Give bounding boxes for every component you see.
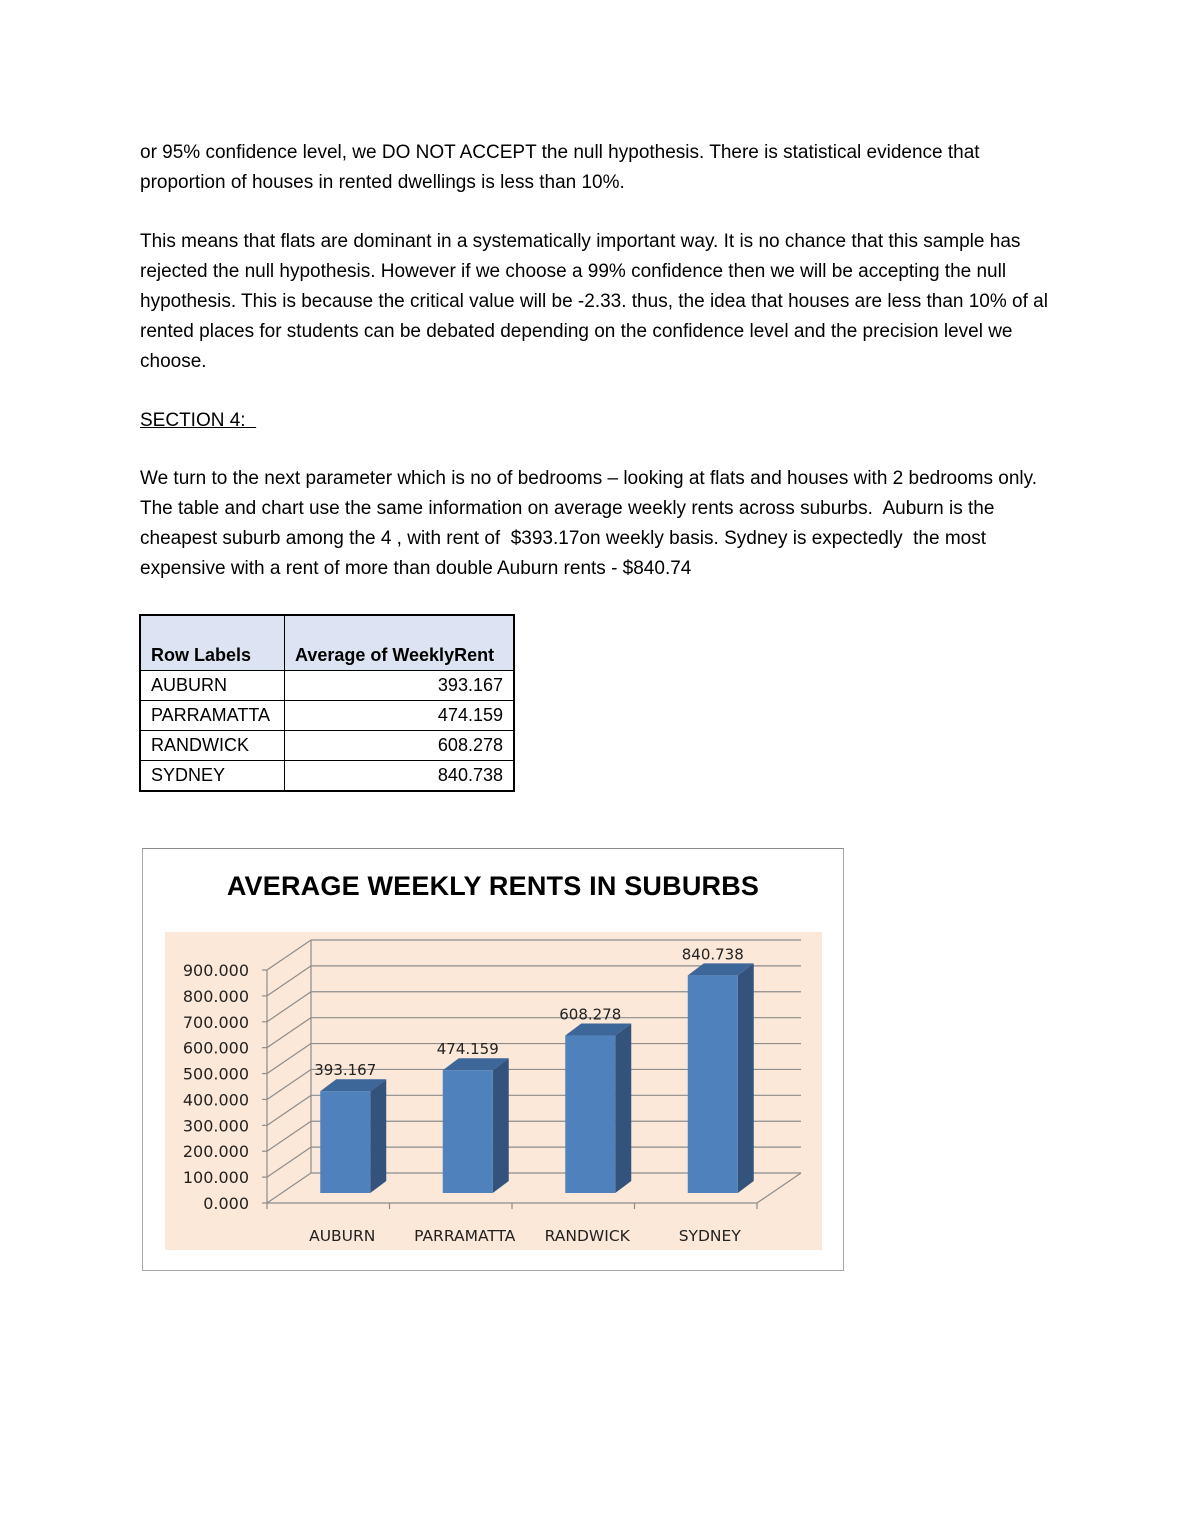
x-tick-label: AUBURN (309, 1227, 376, 1245)
paragraph-interpretation: This means that flats are dominant in a systematically important way. It is no chance that this sample has rejected the null hypothesis. However if we choose a 99% confidence then we will be accepting the null hypothesis. This is because the critical value will be -2.33. thus, the idea that houses are less than 10% of al rented places for students can be debated depending on the confidence level and the precision level we choose. (140, 231, 1054, 372)
bar-side (493, 1058, 509, 1193)
header-average-weekly-rent: Average of WeeklyRent (285, 615, 515, 671)
row-value: 474.159 (285, 701, 515, 731)
row-value: 840.738 (285, 761, 515, 792)
bar-chart (143, 849, 843, 1270)
row-label: AUBURN (140, 671, 285, 701)
x-tick-label: PARRAMATTA (414, 1227, 516, 1245)
section-heading: SECTION 4: (140, 410, 257, 431)
y-tick-label: 900.000 (182, 961, 249, 980)
row-label: SYDNEY (140, 761, 285, 792)
bar-side (370, 1079, 386, 1193)
bar (320, 1091, 370, 1193)
header-row-labels: Row Labels (140, 615, 285, 671)
table-row (140, 671, 514, 701)
chart-container (142, 848, 844, 1271)
bar (443, 1070, 493, 1193)
y-tick-label: 800.000 (182, 986, 249, 1006)
y-tick-label: 0.000 (203, 1194, 249, 1213)
bar-side (738, 963, 754, 1193)
x-tick-label: SYDNEY (678, 1227, 741, 1245)
y-tick-label: 200.000 (182, 1142, 249, 1162)
y-tick-label: 500.000 (182, 1064, 249, 1084)
bar (688, 975, 738, 1193)
data-label: 393.167 (314, 1061, 377, 1080)
table-row (140, 731, 514, 761)
row-label: RANDWICK (140, 731, 285, 761)
y-tick-label: 300.000 (182, 1116, 249, 1136)
y-tick-label: 100.000 (182, 1168, 249, 1188)
data-label: 840.738 (681, 945, 744, 964)
row-value: 393.167 (285, 671, 515, 701)
bar-side (615, 1024, 631, 1193)
bar (565, 1036, 615, 1193)
table-header-row (140, 615, 514, 671)
row-value: 608.278 (285, 731, 515, 761)
y-tick-label: 600.000 (182, 1038, 249, 1058)
x-tick-label: RANDWICK (544, 1227, 630, 1245)
data-label: 608.278 (559, 1005, 622, 1024)
chart-title: AVERAGE WEEKLY RENTS IN SUBURBS (226, 871, 760, 901)
paragraph-hypothesis-result: or 95% confidence level, we DO NOT ACCEPT the null hypothesis. There is statistical evidence that proportion of houses in rented dwellings is less than 10%. (140, 142, 985, 193)
row-label: PARRAMATTA (140, 701, 285, 731)
data-label: 474.159 (436, 1040, 499, 1059)
y-tick-label: 400.000 (182, 1090, 249, 1110)
paragraph-section4-intro: We turn to the next parameter which is no of bedrooms – looking at flats and houses with 2 bedrooms only. The table and chart use the same information on average weekly rents across suburbs. Auburn is the cheapest suburb among the 4 , with rent of $393.17on weekly basis. Sydney is expectedly the most expensive with a rent of more than double Auburn rents - $840.74 (140, 468, 1042, 579)
pivot-table (139, 614, 515, 792)
y-tick-label: 700.000 (182, 1012, 249, 1032)
table-row (140, 701, 514, 731)
table-row (140, 761, 514, 792)
